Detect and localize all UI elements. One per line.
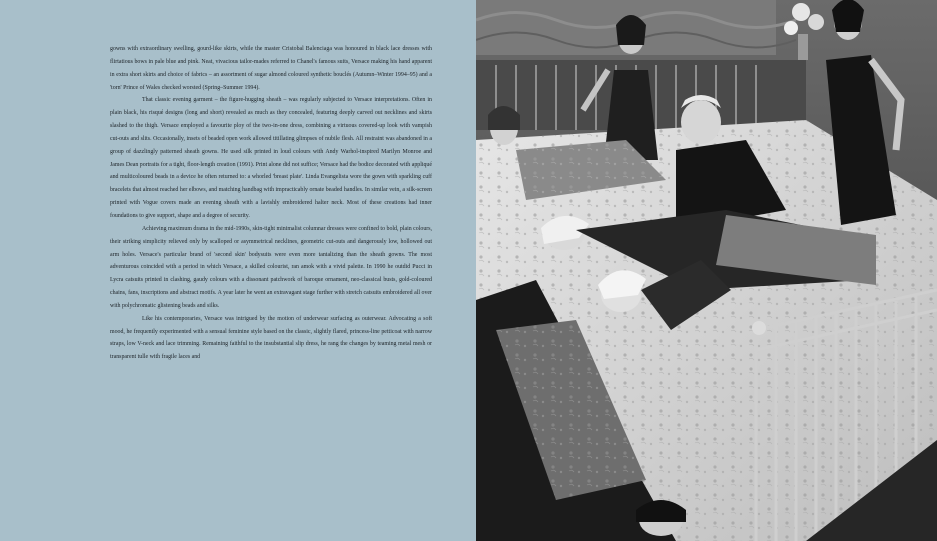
fashion-group-photo [476,0,937,541]
paragraph-4: Like his contemporaries, Versace was intrigued by the motion of underwear surfacing as outerwear. Advocating a soft mood, he frequently experimented with a sensual feminine style based on the classic, slightly flared, princess-line petticoat with narrow straps, low V-neck and lace trimming. Remaining faithful to the insubstantial slip dress, he rang the changes by teaming metal mesh or transparent tulle with fragile laces and [110,315,432,361]
paragraph-2: That classic evening garment – the figure-hugging sheath – was regularly subjected to Versace interpretations. Often in plain black, his risqué designs (long and short) revealed as much as they concealed, featuring deeply carved out necklines and skirts slashed to the thigh. Versace employed a favourite ploy of the two-in-one dress, combining a virtuous covered-up look with vampish cut-outs and slits. Occasionally, insets of beaded open work allowed titillating glimpses of nubile flesh. All restraint was abandoned in a group of dazzlingly patterned sheath gowns. He used silk printed in loud colours with Andy Warhol-inspired Marilyn Monroe and James Dean portraits for a tight, floor-length creation (1991). Print alone did not suffice; Versace had the bodice decorated with appliqué and multicoloured beads in a device he often returned to: a whorled 'breast plate'. Linda Evangelista wore the gown with sparkling cuff bracelets that almost reached her elbows, and matching handbag with impracticably ornate beaded handles. In similar vein, a silk-screen printed with Vogue covers made an evening sheath with a lavishly embroidered halter neck. Most of these creations had inner foundations to give support, shape and a degree of security. [110,97,432,219]
paragraph-1: gowns with extraordinary swelling, gourd-like skirts, while the master Cristobal Balenciaga was honoured in black lace dresses with flirtatious bows in pale blue and pink. Neat, vivacious tailor-mades referred to Chanel's famous suits, Versace making his hand apparent in extra short skirts and choice of fabrics – an assortment of sugar almond coloured synthetic bouclés (Autumn–Winter 1994–95) and a 'torn' Prince of Wales checked worsted (Spring–Summer 1994). [110,46,432,91]
right-photo-page [476,0,937,541]
article-body [110,43,432,364]
paragraph-3: Achieving maximum drama in the mid-1990s, skin-tight minimalist columnar dresses were confined to bold, plain colours, their striking simplicity relieved only by scalloped or asymmetrical necklines, geometric cut-outs and dangerously low, hollowed out arm holes. Versace's particular brand of 'second skin' bodysuits were even more tantalizing than the sheath gowns. The most adventurous coincided with a period in which Versace, a skilled colourist, ran amok with a vivid palette. In 1990 he outdid Pucci in Lycra catsuits printed in clashing, gaudy colours with a dissonant patchwork of baroque ornament, neo-classical busts, gold-coloured chains, fans, inscriptions and abstract motifs. A year later he went an extravagant stage further with stretch catsuits embroidered all over with polychromatic glistening beads and silks. [110,225,432,309]
